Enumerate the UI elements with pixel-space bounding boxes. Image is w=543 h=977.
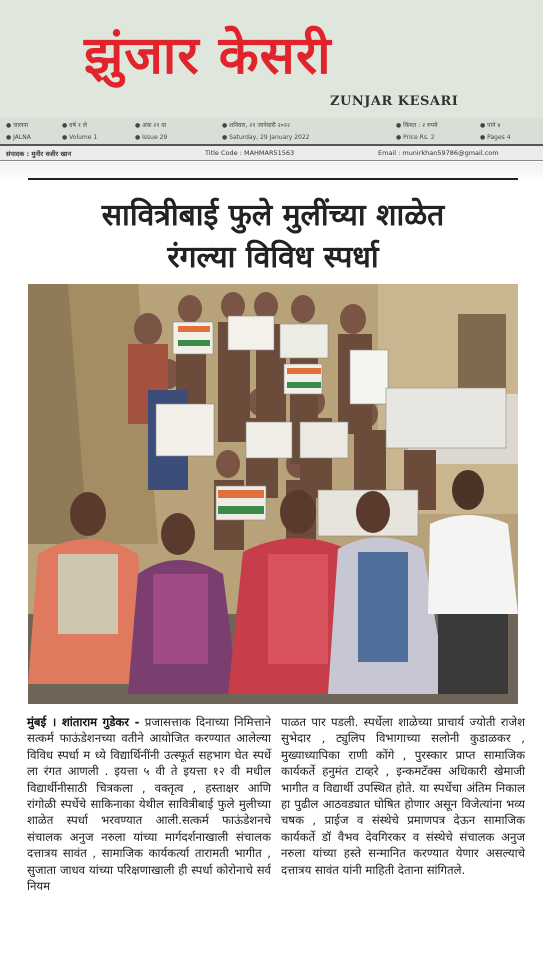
editor-name: संपादक : मुनीर वजीर खान <box>6 150 72 158</box>
article-photo <box>28 284 518 704</box>
info-price-en: ● Price Rs. 2 <box>396 134 435 141</box>
info-volume: ● वर्ष १ ले <box>62 122 87 129</box>
info-place-en: ● JALNA <box>6 134 31 141</box>
info-price: ● किंमत : २ रुपये <box>396 122 438 129</box>
article-headline-line2: रंगल्या विविध स्पर्धा <box>167 240 379 275</box>
article-headline-line1: सावित्रीबाई फुले मुलींच्या शाळेत <box>101 198 445 233</box>
info-date: ● शनिवार, २९ जानेवारी २०२२ <box>222 122 291 129</box>
article-column-left <box>27 714 271 894</box>
info-row-english <box>0 131 543 144</box>
info-row-marathi <box>0 118 543 131</box>
article-left-text: प्रजासत्ताक दिनाच्या निमित्ताने सत्कर्म फाऊंडेशनच्या वतीने आयोजित करण्यात आलेल्या विविध स्पर्धा म ध्ये विद्यार्थिनींनी उत्स्फूर्त सहभाग घेत स्पर्धे ला रंगत आणली . इयत्ता ५ वी ते इयत्ता १२ वी मधील विद्यार्थीनीसाठी चित्रकला , वक्तृत्व , हस्ताक्षर आणि रांगोळी स्पर्धेचे साकिनाका येथील सावित्रीबाई फुले मुलीच्या शाळेत स्पर्धा भरवण्यात आली.सत्कर्म फाऊंडेशनचे संचालक अनुज नरुला यांच्या मार्गदर्शनाखाली संचालक दत्तात्रय सावंत , सामाजिक कार्यकर्त्या तारामती भागीत , सुजाता जाधव यांच्या परिक्षणाखाली ही स्पर्धा कोरोनाचे सर्व नियम <box>27 715 271 894</box>
masthead-title: झुंजार केसरी <box>84 25 332 86</box>
article-column-right: पाळत पार पडली. स्पर्धेला शाळेच्या प्राचार्य ज्योती राजेश सुभेदार , ट्युलिप विभागाच्या सलोनी कुडाळकर , मुख्याध्यापिका राणी कोंगे , पुरस्कार प्राप्त सामाजिक कार्यकर्ते हनुमंत टाव्हरे , इन्कमटॅक्स अधिकारी खेमाजी भागीत व विद्यार्थी उपस्थित होते. या स्पर्धेचा अंतिम निकाल हा पुढील आठवड्यात घोषित होणार असून विजेत्यांना भव्य चषक , प्राईज व संस्थेचे प्रमाणपत्र देऊन सामाजिक कार्यकर्ते डॉ वैभव देवगिरकर व संस्थेचे संचालक अनुज नरुला यांच्या हस्ते सन्मानित करण्यात येणार असल्याचे दत्तात्रय सावंत यांनी माहिती देताना सांगितले. <box>281 715 525 877</box>
title-code: Title Code : MAHMAR51563 <box>205 149 295 157</box>
email-address: Email : munirkhan59786@gmail.com <box>378 149 499 157</box>
info-date-en: ● Saturday, 29 January 2022 <box>222 134 310 141</box>
info-pages-en: ● Pages 4 <box>480 134 511 141</box>
info-pages: ● पाने ४ <box>480 122 501 129</box>
info-place: ● जालना <box>6 122 29 129</box>
masthead-subtitle: ZUNJAR KESARI <box>330 94 459 109</box>
article-dateline: मुंबई । शांताराम गुडेकर - <box>27 715 140 729</box>
info-issue-en: ● Issue 29 <box>135 134 168 141</box>
divider <box>0 160 543 161</box>
article-top-rule <box>28 178 518 180</box>
editor-row <box>0 146 543 160</box>
info-issue: ● अंक २९ वा <box>135 122 167 129</box>
group-photo-illustration <box>28 284 518 704</box>
info-volume-en: ● Volume 1 <box>62 134 98 141</box>
